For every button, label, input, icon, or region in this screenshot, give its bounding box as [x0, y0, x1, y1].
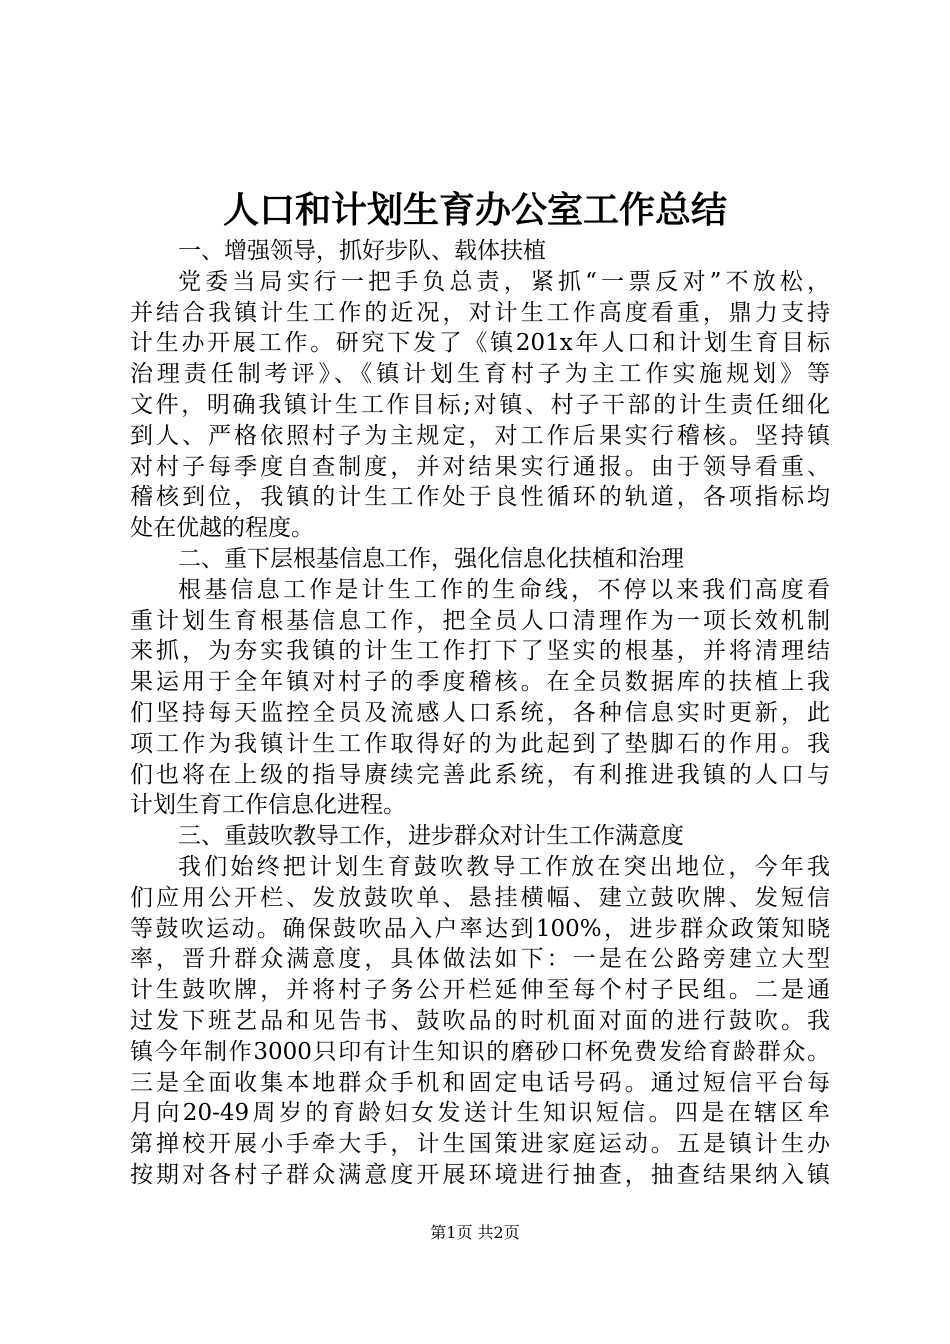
text-line: 稽核到位，我镇的计生工作处于良性循环的轨道，各项指标均 — [130, 484, 830, 511]
text-line: 计划生育工作信息化进程。 — [130, 792, 406, 819]
text-line: 月向20-49周岁的育龄妇女发送计生知识短信。四是在辖区牟 — [130, 1100, 830, 1127]
text-line: 第掸校开展小手牵大手，计生国策进家庭运动。五是镇计生办 — [130, 1131, 830, 1158]
text-line: 治理责任制考评》、《镇计划生育村子为主工作实施规划》等 — [130, 361, 830, 388]
text-line: 二、重下层根基信息工作，强化信息化扶植和治理 — [178, 545, 684, 572]
text-line: 重计划生育根基信息工作，把全员人口清理作为一项长效机制 — [130, 607, 830, 634]
text-line: 果运用于全年镇对村子的季度稽核。在全员数据库的扶植上我 — [130, 669, 830, 696]
text-line: 过发下班艺品和见告书、鼓吹品的时机面对面的进行鼓吹。我 — [130, 1007, 830, 1034]
text-line: 处在优越的程度。 — [130, 515, 314, 542]
text-line: 来抓，为夯实我镇的计生工作打下了坚实的根基，并将清理结 — [130, 638, 830, 665]
text-line: 一、增强领导，抓好步队、载体扶植 — [178, 238, 546, 264]
text-line: 率，晋升群众满意度，具体做法如下：一是在公路旁建立大型 — [130, 946, 830, 973]
text-line: 镇今年制作3000只印有计生知识的磨砂口杯免费发给育龄群众。 — [130, 1038, 830, 1065]
text-line: 们坚持每天监控全员及流感人口系统，各种信息实时更新，此 — [130, 699, 830, 726]
text-line: 们应用公开栏、发放鼓吹单、悬挂横幅、建立鼓吹牌、发短信 — [130, 884, 830, 911]
text-line: 等鼓吹运动。确保鼓吹品入户率达到100%，进步群众政策知晓 — [130, 915, 830, 942]
text-line: 根基信息工作是计生工作的生命线，不停以来我们高度看 — [178, 576, 830, 603]
text-line: 对村子每季度自查制度，并对结果实行通报。由于领导看重、 — [130, 453, 830, 480]
text-line: 计生鼓吹牌，并将村子务公开栏延伸至每个村子民组。二是通 — [130, 977, 830, 1004]
document-body — [130, 236, 830, 1191]
text-line: 党委当局实行一把手负总责，紧抓“一票反对”不放松， — [178, 268, 830, 295]
text-line: 到人、严格依照村子为主规定，对工作后果实行稽核。坚持镇 — [130, 422, 830, 449]
page-footer: 第1页 共2页 — [430, 1223, 520, 1242]
text-line: 并结合我镇计生工作的近况，对计生工作高度看重，鼎力支持 — [130, 299, 830, 326]
document-title: 人口和计划生育办公室工作总结 — [222, 189, 727, 231]
text-line: 项工作为我镇计生工作取得好的为此起到了垫脚石的作用。我 — [130, 730, 830, 757]
text-line: 我们始终把计划生育鼓吹教导工作放在突出地位，今年我 — [178, 853, 830, 880]
text-line: 三是全面收集本地群众手机和固定电话号码。通过短信平台每 — [130, 1069, 830, 1096]
text-line: 们也将在上级的指导赓续完善此系统，有利推进我镇的人口与 — [130, 761, 830, 788]
text-line: 按期对各村子群众满意度开展环境进行抽查，抽查结果纳入镇 — [130, 1161, 830, 1188]
text-line: 三、重鼓吹教导工作，进步群众对计生工作满意度 — [178, 823, 684, 850]
text-line: 计生办开展工作。研究下发了《镇201x年人口和计划生育目标 — [130, 330, 830, 357]
text-line: 文件，明确我镇计生工作目标;对镇、村子干部的计生责任细化 — [130, 391, 830, 418]
